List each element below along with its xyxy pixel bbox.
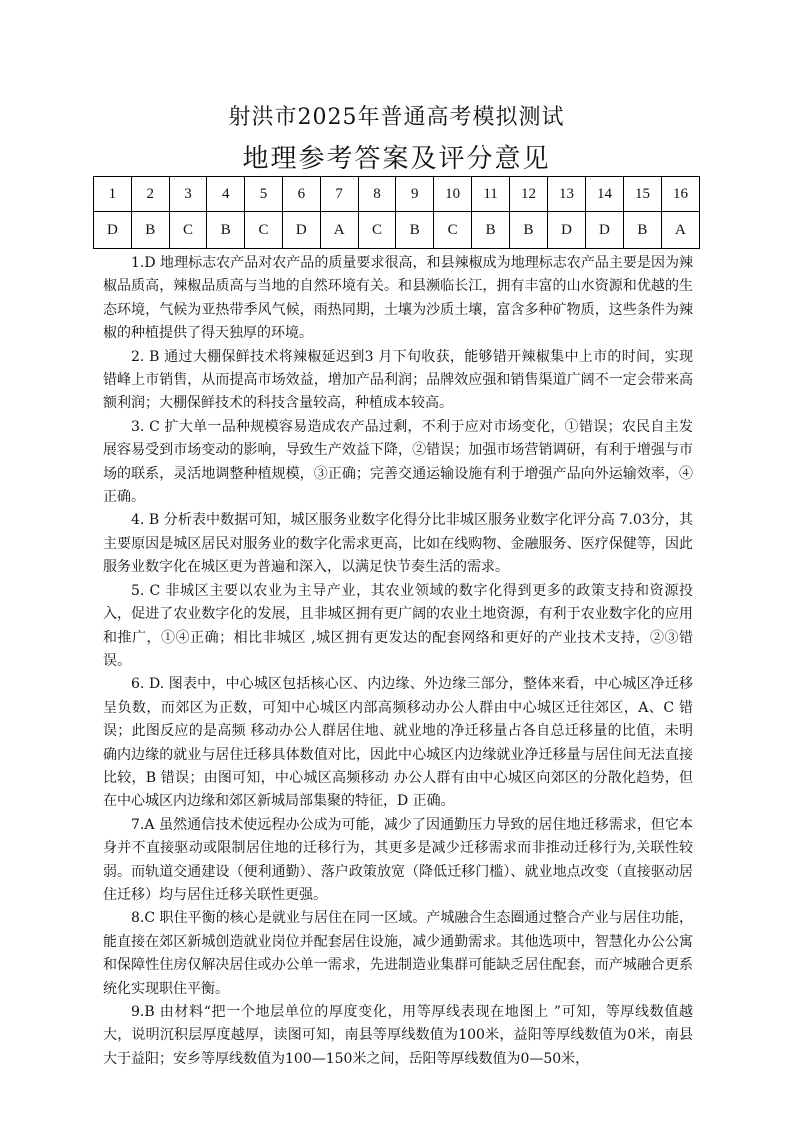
answer-cell: B	[396, 212, 434, 249]
explanation-paragraph: 2. B 通过大棚保鲜技术将辣椒延迟到3 月下旬收获，能够错开辣椒集中上市的时间，实现错峰上市销售，从而提高市场效益，增加产品利润；品牌效应强和销售渠道广阔不一定会带来高额利润；大棚保鲜技术的科技含量较高，种植成本较高。	[103, 348, 693, 412]
question-number-cell: 11	[472, 177, 510, 212]
question-number-cell: 15	[623, 177, 661, 212]
explanation-body	[103, 252, 693, 1071]
answer-cell: C	[169, 212, 207, 249]
question-number-row	[94, 177, 700, 212]
question-number-cell: 16	[661, 177, 699, 212]
answer-cell: A	[661, 212, 699, 249]
question-number-cell: 14	[585, 177, 623, 212]
explanation-paragraph: 7.A 虽然通信技术使远程办公成为可能，减少了因通勤压力导致的居住地迁移需求，但它本身并不直接驱动或限制居住地的迁移行为，其更多是减少迁移需求而非推动迁移行为,关联性较弱。而轨道交通建设（便利通勤）、落户政策放宽（降低迁移门槛）、就业地点改变（直接驱动居住迁移）均与居住迁移关联性更强。	[103, 816, 693, 903]
explanation-paragraph: 1.D 地理标志农产品对农产品的质量要求很高，和县辣椒成为地理标志农产品主要是因为辣椒品质高，辣椒品质高与当地的自然环境有关。和县濒临长江，拥有丰富的山水资源和优越的生态环境，气候为亚热带季风气候，雨热同期，土壤为沙质土壤，富含多种矿物质，这些条件为辣椒的种植提供了得天独厚的环境。	[103, 255, 693, 342]
page-subtitle: 地理参考答案及评分意见	[242, 144, 551, 174]
question-number-cell: 8	[358, 177, 396, 212]
question-number-cell: 12	[510, 177, 548, 212]
answer-cell: B	[472, 212, 510, 249]
answer-cell: B	[510, 212, 548, 249]
answer-table	[93, 176, 700, 249]
question-number-cell: 3	[169, 177, 207, 212]
answer-cell: B	[207, 212, 245, 249]
question-number-cell: 7	[320, 177, 358, 212]
answer-cell: D	[94, 212, 132, 249]
question-number-cell: 2	[131, 177, 169, 212]
question-number-cell: 1	[94, 177, 132, 212]
explanation-paragraph: 5. C 非城区主要以农业为主导产业，其农业领域的数字化得到更多的政策支持和资源投入，促进了农业数字化的发展，且非城区拥有更广阔的农业土地资源，有利于农业数字化的应用和推广，①④正确；相比非城区 ,城区拥有更发达的配套网络和更好的产业技术支持，②③错误。	[103, 582, 693, 669]
explanation-paragraph: 6. D. 图表中，中心城区包括核心区、内边缘、外边缘三部分，整体来看，中心城区净迁移呈负数，而郊区为正数，可知中心城区内部高频移动办公人群由中心城区迁往郊区，A、C 错误；此图反应的是高频 移动办公人群居住地、就业地的净迁移量占各自总迁移量的比值，未明确内边缘的就业与居住迁移具体数值对比，因此中心城区内边缘就业净迁移量与居住间无法直接比较，B 错误；由图可知，中心城区高频移动 办公人群有由中心城区向郊区的分散化趋势，但在中心城区内边缘和郊区新城局部集聚的特征，D 正确。	[103, 676, 693, 810]
explanation-paragraph: 8.C 职住平衡的核心是就业与居住在同一区域。产城融合生态圈通过整合产业与居住功能，能直接在郊区新城创造就业岗位并配套居住设施，减少通勤需求。其他选项中，智慧化办公公寓和保障性住房仅解决居住或办公单一需求，先进制造业集群可能缺乏居住配套，而产城融合更系统化实现职住平衡。	[103, 910, 693, 997]
explanation-paragraph: 4. B 分析表中数据可知，城区服务业数字化得分比非城区服务业数字化评分高 7.03分，其主要原因是城区居民对服务业的数字化需求更高，比如在线购物、金融服务、医疗保健等，因此服务业数字化在城区更为普遍和深入，以满足快节奏生活的需求。	[103, 512, 693, 576]
answer-cell: D	[548, 212, 586, 249]
answer-cell: C	[434, 212, 472, 249]
answer-cell: C	[245, 212, 283, 249]
answer-cell: D	[585, 212, 623, 249]
answer-row	[94, 212, 700, 249]
answer-cell: C	[358, 212, 396, 249]
explanation-paragraph: 9.B 由材料“把一个地层单位的厚度变化，用等厚线表现在地图上 ”可知，等厚线数值越大，说明沉积层厚度越厚，读图可知，南县等厚线数值为100米，益阳等厚线数值为0米，南县大于益阳；安乡等厚线数值为100—150米之间，岳阳等厚线数值为0—50米，	[103, 1004, 693, 1067]
question-number-cell: 4	[207, 177, 245, 212]
answer-cell: A	[320, 212, 358, 249]
question-number-cell: 5	[245, 177, 283, 212]
page-title: 射洪市2025年普通高考模拟测试	[228, 105, 565, 130]
answer-cell: B	[131, 212, 169, 249]
question-number-cell: 6	[282, 177, 320, 212]
answer-cell: D	[282, 212, 320, 249]
answer-cell: B	[623, 212, 661, 249]
question-number-cell: 13	[548, 177, 586, 212]
explanation-paragraph: 3. C 扩大单一品种规模容易造成农产品过剩，不利于应对市场变化，①错误；农民自主发展容易受到市场变动的影响，导致生产效益下降，②错误；加强市场营销调研，有利于增强与市场的联系，灵活地调整种植规模，③正确；完善交通运输设施有利于增强产品向外运输效率，④正确。	[103, 418, 693, 506]
question-number-cell: 9	[396, 177, 434, 212]
question-number-cell: 10	[434, 177, 472, 212]
